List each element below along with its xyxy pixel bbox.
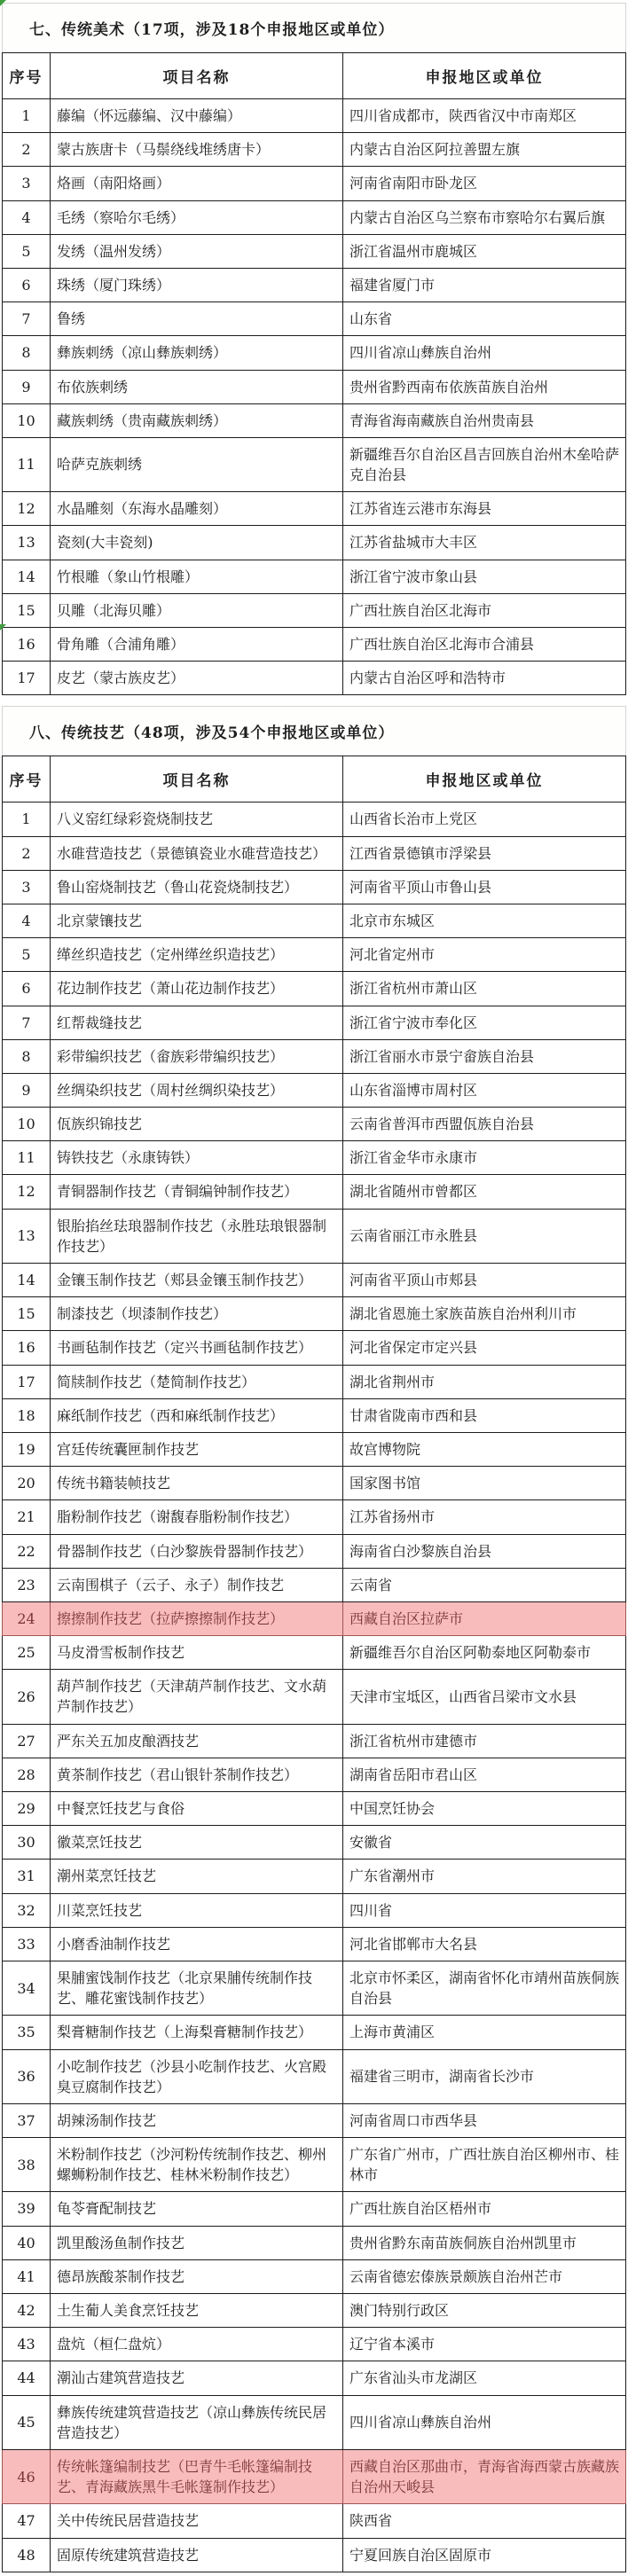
project-name: 骨器制作技艺（白沙黎族骨器制作技艺） xyxy=(51,1534,343,1568)
declaring-region: 四川省凉山彝族自治州 xyxy=(343,336,626,370)
table-row xyxy=(3,167,626,200)
table-row xyxy=(3,2294,626,2328)
project-name: 小吃制作技艺（沙县小吃制作技艺、火宫殿臭豆腐制作技艺） xyxy=(51,2049,343,2103)
row-number: 34 xyxy=(3,1961,51,2015)
row-number: 28 xyxy=(3,1758,51,1791)
project-name: 凯里酸汤鱼制作技艺 xyxy=(51,2226,343,2259)
row-number: 21 xyxy=(3,1500,51,1534)
table-row xyxy=(3,870,626,904)
project-name: 胡辣汤制作技艺 xyxy=(51,2103,343,2137)
row-number: 13 xyxy=(3,1209,51,1263)
table-row xyxy=(3,403,626,437)
project-name: 简牍制作技艺（楚简制作技艺） xyxy=(51,1365,343,1398)
declaring-region: 浙江省温州市鹿城区 xyxy=(343,234,626,268)
project-name: 银胎掐丝珐琅器制作技艺（永胜珐琅银器制作技艺） xyxy=(51,1209,343,1263)
project-name: 红帮裁缝技艺 xyxy=(51,1006,343,1039)
table-row xyxy=(3,1331,626,1365)
row-number: 46 xyxy=(3,2449,51,2503)
table-row xyxy=(3,972,626,1006)
table-row xyxy=(3,1500,626,1534)
table-row xyxy=(3,1670,626,1724)
project-name: 佤族织锦技艺 xyxy=(51,1108,343,1141)
table-row xyxy=(3,904,626,937)
declaring-region: 新疆维吾尔自治区阿勒泰地区阿勒泰市 xyxy=(343,1636,626,1670)
row-number: 2 xyxy=(3,836,51,870)
heritage-table xyxy=(2,52,626,695)
project-name: 发绣（温州发绣） xyxy=(51,234,343,268)
row-number: 13 xyxy=(3,526,51,560)
declaring-region: 广东省广州市，广西壮族自治区柳州市、桂林市 xyxy=(343,2138,626,2192)
table-row xyxy=(3,302,626,336)
project-name: 彝族刺绣（凉山彝族刺绣） xyxy=(51,336,343,370)
row-number: 11 xyxy=(3,1141,51,1175)
table-row xyxy=(3,2395,626,2449)
project-name: 宫廷传统囊匣制作技艺 xyxy=(51,1432,343,1466)
row-number: 27 xyxy=(3,1724,51,1758)
row-number: 1 xyxy=(3,99,51,133)
table-row xyxy=(3,2049,626,2103)
project-name: 小磨香油制作技艺 xyxy=(51,1927,343,1961)
project-name: 瓷刻(大丰瓷刻) xyxy=(51,526,343,560)
row-number: 15 xyxy=(3,1297,51,1331)
project-name: 丝绸染织技艺（周村丝绸织染技艺） xyxy=(51,1073,343,1107)
row-number: 14 xyxy=(3,1264,51,1297)
project-name: 铸铁技艺（永康铸铁） xyxy=(51,1141,343,1175)
table-row xyxy=(3,492,626,526)
table-row xyxy=(3,836,626,870)
row-number: 32 xyxy=(3,1893,51,1927)
row-number: 36 xyxy=(3,2049,51,2103)
table-row xyxy=(3,1636,626,1670)
declaring-region: 广东省汕头市龙湖区 xyxy=(343,2361,626,2395)
row-number: 9 xyxy=(3,1073,51,1107)
declaring-region: 内蒙古自治区乌兰察布市察哈尔右翼后旗 xyxy=(343,200,626,234)
header-row xyxy=(3,756,626,803)
declaring-region: 河北省邯郸市大名县 xyxy=(343,1927,626,1961)
table-row xyxy=(3,268,626,301)
table-row xyxy=(3,370,626,403)
table-row xyxy=(3,1758,626,1791)
table-row xyxy=(3,1108,626,1141)
section-title: 七、传统美术（17项，涉及18个申报地区或单位） xyxy=(2,3,626,52)
table-row xyxy=(3,1209,626,1263)
project-name: 黄茶制作技艺（君山银针茶制作技艺） xyxy=(51,1758,343,1791)
project-name: 传统帐篷编制技艺（巴青牛毛帐篷编制技艺、青海藏族黑牛毛帐篷制作技艺） xyxy=(51,2449,343,2503)
table-row xyxy=(3,437,626,491)
column-header-3: 申报地区或单位 xyxy=(343,756,626,803)
declaring-region: 故宫博物院 xyxy=(343,1432,626,1466)
row-number: 12 xyxy=(3,1175,51,1209)
row-number: 17 xyxy=(3,1365,51,1398)
table-row xyxy=(3,1073,626,1107)
row-number: 4 xyxy=(3,904,51,937)
row-number: 40 xyxy=(3,2226,51,2259)
declaring-region: 湖南省岳阳市君山区 xyxy=(343,1758,626,1791)
row-number: 18 xyxy=(3,1398,51,1432)
project-name: 德昂族酸茶制作技艺 xyxy=(51,2259,343,2293)
table-row xyxy=(3,234,626,268)
row-number: 10 xyxy=(3,1108,51,1141)
project-name: 云南围棋子（云子、永子）制作技艺 xyxy=(51,1568,343,1601)
declaring-region: 云南省德宏傣族景颇族自治州芒市 xyxy=(343,2259,626,2293)
row-number: 17 xyxy=(3,662,51,695)
project-name: 中餐烹饪技艺与食俗 xyxy=(51,1792,343,1826)
declaring-region: 天津市宝坻区，山西省吕梁市文水县 xyxy=(343,1670,626,1724)
table-row xyxy=(3,1860,626,1893)
declaring-region: 贵州省黔西南布依族苗族自治州 xyxy=(343,370,626,403)
table-row xyxy=(3,2504,626,2538)
table-row xyxy=(3,336,626,370)
table-row xyxy=(3,1568,626,1601)
declaring-region: 陕西省 xyxy=(343,2504,626,2538)
declaring-region: 广东省潮州市 xyxy=(343,1860,626,1893)
project-name: 潮州菜烹饪技艺 xyxy=(51,1860,343,1893)
project-name: 藤编（怀远藤编、汉中藤编） xyxy=(51,99,343,133)
project-name: 鲁山窑烧制技艺（鲁山花瓷烧制技艺） xyxy=(51,870,343,904)
declaring-region: 澳门特别行政区 xyxy=(343,2294,626,2328)
project-name: 擦擦制作技艺（拉萨擦擦制作技艺） xyxy=(51,1601,343,1635)
declaring-region: 云南省普洱市西盟佤族自治县 xyxy=(343,1108,626,1141)
declaring-region: 中国烹饪协会 xyxy=(343,1792,626,1826)
project-name: 骨角雕（合浦角雕） xyxy=(51,628,343,662)
declaring-region: 浙江省杭州市萧山区 xyxy=(343,972,626,1006)
declaring-region: 浙江省宁波市象山县 xyxy=(343,560,626,593)
table-row xyxy=(3,1141,626,1175)
row-number: 38 xyxy=(3,2138,51,2192)
project-name: 北京蒙镶技艺 xyxy=(51,904,343,937)
row-number: 29 xyxy=(3,1792,51,1826)
declaring-region: 四川省 xyxy=(343,1893,626,1927)
declaring-region: 内蒙古自治区呼和浩特市 xyxy=(343,662,626,695)
project-name: 书画毡制作技艺（定兴书画毡制作技艺） xyxy=(51,1331,343,1365)
project-name: 潮汕古建筑营造技艺 xyxy=(51,2361,343,2395)
declaring-region: 西藏自治区拉萨市 xyxy=(343,1601,626,1635)
project-name: 麻纸制作技艺（西和麻纸制作技艺） xyxy=(51,1398,343,1432)
project-name: 藏族刺绣（贵南藏族刺绣） xyxy=(51,403,343,437)
heritage-table xyxy=(2,756,626,2572)
declaring-region: 江苏省盐城市大丰区 xyxy=(343,526,626,560)
project-name: 川菜烹饪技艺 xyxy=(51,1893,343,1927)
declaring-region: 西藏自治区那曲市，青海省海西蒙古族藏族自治州天峻县 xyxy=(343,2449,626,2503)
declaring-region: 内蒙古自治区阿拉善盟左旗 xyxy=(343,133,626,167)
project-name: 土生葡人美食烹饪技艺 xyxy=(51,2294,343,2328)
table-row xyxy=(3,593,626,627)
project-name: 鲁绣 xyxy=(51,302,343,336)
project-name: 固原传统建筑营造技艺 xyxy=(51,2538,343,2572)
row-number: 10 xyxy=(3,403,51,437)
project-name: 蒙古族唐卡（马鬃绕线堆绣唐卡） xyxy=(51,133,343,167)
table-row xyxy=(3,1432,626,1466)
project-name: 葫芦制作技艺（天津葫芦制作技艺、文水葫芦制作技艺） xyxy=(51,1670,343,1724)
table-row xyxy=(3,1264,626,1297)
table-row xyxy=(3,2361,626,2395)
declaring-region: 浙江省宁波市奉化区 xyxy=(343,1006,626,1039)
declaring-region: 国家图书馆 xyxy=(343,1467,626,1500)
row-number: 20 xyxy=(3,1467,51,1500)
corner-artifact xyxy=(0,0,6,6)
declaring-region: 北京市东城区 xyxy=(343,904,626,937)
row-number: 5 xyxy=(3,234,51,268)
table-row xyxy=(3,2259,626,2293)
row-number: 15 xyxy=(3,593,51,627)
row-number: 9 xyxy=(3,370,51,403)
row-number: 24 xyxy=(3,1601,51,1635)
row-number: 44 xyxy=(3,2361,51,2395)
table-row xyxy=(3,1297,626,1331)
project-name: 缂丝织造技艺（定州缂丝织造技艺） xyxy=(51,938,343,972)
project-name: 徽菜烹饪技艺 xyxy=(51,1826,343,1860)
project-name: 梨膏糖制作技艺（上海梨膏糖制作技艺） xyxy=(51,2016,343,2049)
declaring-region: 江西省景德镇市浮梁县 xyxy=(343,836,626,870)
table-row xyxy=(3,526,626,560)
declaring-region: 河南省周口市西华县 xyxy=(343,2103,626,2137)
project-name: 青铜器制作技艺（青铜编钟制作技艺） xyxy=(51,1175,343,1209)
declaring-region: 四川省成都市，陕西省汉中市南郑区 xyxy=(343,99,626,133)
declaring-region: 湖北省随州市曾都区 xyxy=(343,1175,626,1209)
table-row xyxy=(3,1467,626,1500)
project-name: 烙画（南阳烙画） xyxy=(51,167,343,200)
table-row xyxy=(3,133,626,167)
column-header-2: 项目名称 xyxy=(51,53,343,99)
project-name: 八义窑红绿彩瓷烧制技艺 xyxy=(51,803,343,836)
table-row-highlighted xyxy=(3,1601,626,1635)
table-row xyxy=(3,99,626,133)
project-name: 皮艺（蒙古族皮艺） xyxy=(51,662,343,695)
row-number: 33 xyxy=(3,1927,51,1961)
declaring-region: 福建省三明市，湖南省长沙市 xyxy=(343,2049,626,2103)
declaring-region: 河北省定州市 xyxy=(343,938,626,972)
table-row xyxy=(3,662,626,695)
project-name: 哈萨克族刺绣 xyxy=(51,437,343,491)
table-row xyxy=(3,1927,626,1961)
declaring-region: 河南省平顶山市郏县 xyxy=(343,1264,626,1297)
row-number: 16 xyxy=(3,1331,51,1365)
section-title: 八、传统技艺（48项，涉及54个申报地区或单位） xyxy=(2,706,626,756)
declaring-region: 河南省南阳市卧龙区 xyxy=(343,167,626,200)
declaring-region: 云南省 xyxy=(343,1568,626,1601)
table-row xyxy=(3,1175,626,1209)
project-name: 彩带编织技艺（畲族彩带编织技艺） xyxy=(51,1039,343,1073)
project-name: 贝雕（北海贝雕） xyxy=(51,593,343,627)
row-number: 35 xyxy=(3,2016,51,2049)
table-row xyxy=(3,2016,626,2049)
declaring-region: 浙江省金华市永康市 xyxy=(343,1141,626,1175)
row-number: 22 xyxy=(3,1534,51,1568)
row-number: 2 xyxy=(3,133,51,167)
corner-artifact xyxy=(0,624,6,630)
row-number: 48 xyxy=(3,2538,51,2572)
table-row-highlighted xyxy=(3,2449,626,2503)
declaring-region: 辽宁省本溪市 xyxy=(343,2328,626,2361)
row-number: 6 xyxy=(3,268,51,301)
table-row xyxy=(3,1398,626,1432)
table-row xyxy=(3,2192,626,2226)
project-name: 制漆技艺（坝漆制作技艺） xyxy=(51,1297,343,1331)
row-number: 31 xyxy=(3,1860,51,1893)
table-row xyxy=(3,2538,626,2572)
row-number: 16 xyxy=(3,628,51,662)
table-row xyxy=(3,560,626,593)
declaring-region: 山东省 xyxy=(343,302,626,336)
declaring-region: 山西省长治市上党区 xyxy=(343,803,626,836)
row-number: 41 xyxy=(3,2259,51,2293)
project-name: 关中传统民居营造技艺 xyxy=(51,2504,343,2538)
header-row xyxy=(3,53,626,99)
row-number: 8 xyxy=(3,336,51,370)
project-name: 水碓营造技艺（景德镇瓷业水碓营造技艺） xyxy=(51,836,343,870)
declaring-region: 河南省平顶山市鲁山县 xyxy=(343,870,626,904)
declaring-region: 广西壮族自治区北海市合浦县 xyxy=(343,628,626,662)
table-row xyxy=(3,1724,626,1758)
project-name: 严东关五加皮酿酒技艺 xyxy=(51,1724,343,1758)
table-row xyxy=(3,938,626,972)
project-name: 马皮滑雪板制作技艺 xyxy=(51,1636,343,1670)
declaring-region: 山东省淄博市周村区 xyxy=(343,1073,626,1107)
row-number: 19 xyxy=(3,1432,51,1466)
project-name: 米粉制作技艺（沙河粉传统制作技艺、柳州螺蛳粉制作技艺、桂林米粉制作技艺） xyxy=(51,2138,343,2192)
row-number: 39 xyxy=(3,2192,51,2226)
declaring-region: 宁夏回族自治区固原市 xyxy=(343,2538,626,2572)
column-header-3: 申报地区或单位 xyxy=(343,53,626,99)
column-header-1: 序号 xyxy=(3,53,51,99)
section-2 xyxy=(2,706,626,2572)
table-row xyxy=(3,1039,626,1073)
row-number: 26 xyxy=(3,1670,51,1724)
declaring-region: 河北省保定市定兴县 xyxy=(343,1331,626,1365)
table-row xyxy=(3,200,626,234)
project-name: 盘炕（桓仁盘炕） xyxy=(51,2328,343,2361)
table-row xyxy=(3,1534,626,1568)
declaring-region: 海南省白沙黎族自治县 xyxy=(343,1534,626,1568)
project-name: 花边制作技艺（萧山花边制作技艺） xyxy=(51,972,343,1006)
table-row xyxy=(3,2103,626,2137)
column-header-2: 项目名称 xyxy=(51,756,343,803)
declaring-region: 浙江省丽水市景宁畲族自治县 xyxy=(343,1039,626,1073)
project-name: 珠绣（厦门珠绣） xyxy=(51,268,343,301)
row-number: 45 xyxy=(3,2395,51,2449)
project-name: 毛绣（察哈尔毛绣） xyxy=(51,200,343,234)
declaring-region: 广西壮族自治区北海市 xyxy=(343,593,626,627)
row-number: 12 xyxy=(3,492,51,526)
row-number: 3 xyxy=(3,167,51,200)
declaring-region: 湖北省荆州市 xyxy=(343,1365,626,1398)
declaring-region: 江苏省连云港市东海县 xyxy=(343,492,626,526)
declaring-region: 安徽省 xyxy=(343,1826,626,1860)
declaring-region: 湖北省恩施土家族苗族自治州利川市 xyxy=(343,1297,626,1331)
project-name: 彝族传统建筑营造技艺（凉山彝族传统民居营造技艺） xyxy=(51,2395,343,2449)
row-number: 7 xyxy=(3,1006,51,1039)
row-number: 6 xyxy=(3,972,51,1006)
declaring-region: 四川省凉山彝族自治州 xyxy=(343,2395,626,2449)
project-name: 龟苓膏配制技艺 xyxy=(51,2192,343,2226)
project-name: 布依族刺绣 xyxy=(51,370,343,403)
declaring-region: 福建省厦门市 xyxy=(343,268,626,301)
row-number: 3 xyxy=(3,870,51,904)
table-row xyxy=(3,2328,626,2361)
row-number: 25 xyxy=(3,1636,51,1670)
declaring-region: 贵州省黔东南苗族侗族自治州凯里市 xyxy=(343,2226,626,2259)
declaring-region: 北京市怀柔区，湖南省怀化市靖州苗族侗族自治县 xyxy=(343,1961,626,2015)
project-name: 脂粉制作技艺（谢馥春脂粉制作技艺） xyxy=(51,1500,343,1534)
declaring-region: 新疆维吾尔自治区昌吉回族自治州木垒哈萨克自治县 xyxy=(343,437,626,491)
table-row xyxy=(3,1006,626,1039)
row-number: 5 xyxy=(3,938,51,972)
table-row xyxy=(3,1826,626,1860)
row-number: 37 xyxy=(3,2103,51,2137)
table-row xyxy=(3,1893,626,1927)
project-name: 传统书籍装帧技艺 xyxy=(51,1467,343,1500)
table-row xyxy=(3,628,626,662)
declaring-region: 甘肃省陇南市西和县 xyxy=(343,1398,626,1432)
table-row xyxy=(3,1792,626,1826)
declaring-region: 上海市黄浦区 xyxy=(343,2016,626,2049)
row-number: 23 xyxy=(3,1568,51,1601)
row-number: 42 xyxy=(3,2294,51,2328)
section-1 xyxy=(2,3,626,695)
row-number: 30 xyxy=(3,1826,51,1860)
declaring-region: 青海省海南藏族自治州贵南县 xyxy=(343,403,626,437)
project-name: 果脯蜜饯制作技艺（北京果脯传统制作技艺、雕花蜜饯制作技艺） xyxy=(51,1961,343,2015)
declaring-region: 云南省丽江市永胜县 xyxy=(343,1209,626,1263)
table-row xyxy=(3,2138,626,2192)
table-row xyxy=(3,803,626,836)
row-number: 14 xyxy=(3,560,51,593)
table-row xyxy=(3,1365,626,1398)
declaring-region: 江苏省扬州市 xyxy=(343,1500,626,1534)
project-name: 水晶雕刻（东海水晶雕刻） xyxy=(51,492,343,526)
project-name: 金镶玉制作技艺（郏县金镶玉制作技艺） xyxy=(51,1264,343,1297)
row-number: 8 xyxy=(3,1039,51,1073)
row-number: 4 xyxy=(3,200,51,234)
column-header-1: 序号 xyxy=(3,756,51,803)
row-number: 47 xyxy=(3,2504,51,2538)
row-number: 11 xyxy=(3,437,51,491)
declaring-region: 广西壮族自治区梧州市 xyxy=(343,2192,626,2226)
table-row xyxy=(3,1961,626,2015)
declaring-region: 浙江省杭州市建德市 xyxy=(343,1724,626,1758)
row-number: 43 xyxy=(3,2328,51,2361)
project-name: 竹根雕（象山竹根雕） xyxy=(51,560,343,593)
table-row xyxy=(3,2226,626,2259)
row-number: 7 xyxy=(3,302,51,336)
row-number: 1 xyxy=(3,803,51,836)
